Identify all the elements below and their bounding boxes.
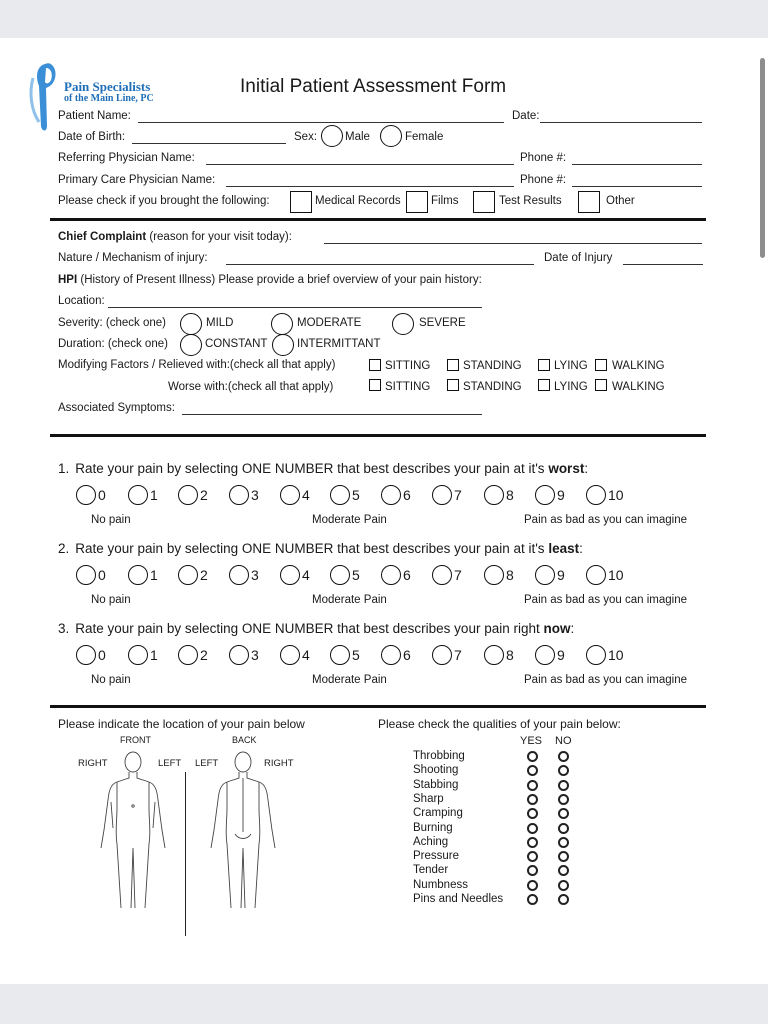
radio-circle[interactable] (330, 565, 350, 585)
radio-circle[interactable] (229, 485, 249, 505)
quality-yes-radio[interactable] (527, 880, 538, 891)
pain-q1-option-7[interactable] (432, 484, 480, 506)
quality-label: Pins and Needles (413, 893, 504, 905)
option-number: 0 (98, 487, 106, 503)
relieved-label: Modifying Factors / Relieved with:(check all that apply) (58, 359, 336, 371)
option-number: 5 (352, 487, 360, 503)
section-divider-3 (50, 705, 706, 708)
quality-yes-radio[interactable] (527, 851, 538, 862)
constant-label: CONSTANT (205, 338, 268, 350)
pain-q1-option-5[interactable] (330, 484, 378, 506)
radio-circle[interactable] (178, 645, 198, 665)
medical-records-label: Medical Records (315, 195, 401, 207)
scale-label-high: Pain as bad as you can imagine (524, 674, 688, 686)
referring-physician-field[interactable] (206, 164, 514, 165)
option-number: 1 (150, 487, 158, 503)
radio-circle[interactable] (381, 485, 401, 505)
scale-label-high: Pain as bad as you can imagine (524, 594, 688, 606)
quality-label: Stabbing (413, 778, 459, 791)
option-number: 2 (200, 487, 208, 503)
option-number: 3 (251, 567, 259, 583)
constant-radio[interactable] (180, 334, 202, 356)
quality-yes-radio[interactable] (527, 780, 538, 791)
radio-circle[interactable] (330, 485, 350, 505)
dob-field[interactable] (132, 143, 286, 144)
pain-q3-option-6[interactable] (381, 644, 429, 666)
pain-question-3: 3. Rate your pain by selecting ONE NUMBER that best describes your pain right now: (58, 621, 575, 636)
option-number: 7 (454, 487, 462, 503)
films-label: Films (431, 195, 459, 207)
location-field[interactable] (108, 307, 482, 308)
pain-q1-option-10[interactable] (586, 484, 634, 506)
other-label: Other (606, 195, 635, 207)
qualities-title: Please check the qualities of your pain below: (378, 717, 621, 731)
scale-label-low: No pain (91, 674, 131, 686)
quality-row (413, 750, 573, 764)
female-label: Female (405, 131, 444, 143)
radio-circle[interactable] (535, 485, 555, 505)
quality-label: Throbbing (413, 750, 465, 762)
option-number: 10 (608, 647, 624, 663)
radio-circle[interactable] (128, 645, 148, 665)
option-number: 6 (403, 647, 411, 663)
associated-symptoms-label: Associated Symptoms: (58, 402, 175, 414)
quality-row (413, 893, 573, 907)
quality-label: Numbness (413, 878, 468, 891)
associated-symptoms-field[interactable] (182, 414, 482, 415)
pain-q1-option-0[interactable] (76, 484, 124, 506)
option-number: 1 (150, 567, 158, 583)
quality-row (413, 879, 573, 893)
patient-name-field[interactable] (138, 122, 504, 123)
radio-circle[interactable] (381, 645, 401, 665)
female-radio[interactable] (380, 125, 402, 147)
body-front-figure[interactable] (95, 748, 171, 916)
scale-label-mid: Moderate Pain (312, 674, 387, 686)
severe-label: SEVERE (419, 317, 466, 329)
mild-radio[interactable] (180, 313, 202, 335)
logo-line2: of the Main Line, PC (64, 93, 154, 104)
radio-circle[interactable] (484, 565, 504, 585)
scale-label-mid: Moderate Pain (312, 594, 387, 606)
worse-walking-label: WALKING (612, 381, 665, 393)
quality-row (413, 850, 573, 864)
radio-circle[interactable] (586, 485, 606, 505)
relieved-walking-label: WALKING (612, 360, 665, 372)
quality-no-radio[interactable] (558, 837, 569, 848)
radio-circle[interactable] (128, 565, 148, 585)
pain-q2-option-4[interactable] (280, 564, 328, 586)
phone1-label: Phone #: (520, 152, 567, 164)
radio-circle[interactable] (432, 565, 452, 585)
scale-label-mid: Moderate Pain (312, 514, 387, 526)
quality-yes-radio[interactable] (527, 751, 538, 762)
nature-field[interactable] (226, 264, 534, 265)
quality-label: Tender (413, 864, 449, 877)
option-number: 4 (302, 487, 310, 503)
radio-circle[interactable] (76, 565, 96, 585)
radio-circle[interactable] (535, 565, 555, 585)
relieved-lying-checkbox[interactable] (538, 359, 550, 371)
phone2-label: Phone #: (520, 174, 567, 186)
front-label: FRONT (120, 735, 151, 745)
phone2-field[interactable] (572, 186, 702, 187)
pain-q3-option-1[interactable] (128, 644, 176, 666)
option-number: 10 (608, 567, 624, 583)
quality-yes-radio[interactable] (527, 794, 538, 805)
pain-q3-option-8[interactable] (484, 644, 532, 666)
quality-label: Shooting (413, 764, 459, 777)
pain-q2-option-0[interactable] (76, 564, 124, 586)
quality-no-radio[interactable] (558, 851, 569, 862)
pain-q1-option-8[interactable] (484, 484, 532, 506)
radio-circle[interactable] (76, 645, 96, 665)
radio-circle[interactable] (586, 565, 606, 585)
pain-q2-option-2[interactable] (178, 564, 226, 586)
worse-label: Worse with:(check all that apply) (168, 381, 334, 393)
relieved-standing-label: STANDING (463, 360, 522, 372)
nature-label: Nature / Mechanism of injury: (58, 252, 208, 264)
section-divider-2 (50, 434, 706, 437)
moderate-radio[interactable] (271, 313, 293, 335)
test-results-label: Test Results (499, 195, 562, 207)
pain-q2-option-3[interactable] (229, 564, 277, 586)
pain-q2-option-7[interactable] (432, 564, 480, 586)
pain-q1-option-4[interactable] (280, 484, 328, 506)
pain-q1-option-2[interactable] (178, 484, 226, 506)
pain-q2-option-6[interactable] (381, 564, 429, 586)
option-number: 9 (557, 567, 565, 583)
pain-q1-option-1[interactable] (128, 484, 176, 506)
option-number: 1 (150, 647, 158, 663)
pcp-field[interactable] (226, 186, 514, 187)
radio-circle[interactable] (280, 645, 300, 665)
option-number: 5 (352, 647, 360, 663)
date-of-injury-label: Date of Injury (544, 252, 613, 264)
brought-label: Please check if you brought the following: (58, 195, 270, 207)
yes-header: YES (520, 735, 543, 747)
pain-q2-option-9[interactable] (535, 564, 583, 586)
pain-q3-option-10[interactable] (586, 644, 634, 666)
quality-no-radio[interactable] (558, 808, 569, 819)
option-number: 7 (454, 567, 462, 583)
medical-records-checkbox[interactable] (290, 191, 312, 213)
location-label: Location: (58, 295, 105, 307)
hpi-label: HPI (History of Present Illness) Please provide a brief overview of your pain history: (58, 274, 482, 286)
pain-q3-option-4[interactable] (280, 644, 328, 666)
worse-lying-label: LYING (554, 381, 588, 393)
front-left-label: LEFT (158, 758, 182, 769)
option-number: 8 (506, 487, 514, 503)
relieved-lying-label: LYING (554, 360, 588, 372)
radio-circle[interactable] (381, 565, 401, 585)
quality-row (413, 779, 573, 793)
male-label: Male (345, 131, 370, 143)
radio-circle[interactable] (586, 645, 606, 665)
worse-sitting-label: SITTING (385, 381, 431, 393)
date-field[interactable] (540, 122, 702, 123)
referring-physician-label: Referring Physician Name: (58, 152, 195, 164)
radio-circle[interactable] (484, 645, 504, 665)
radio-circle[interactable] (432, 645, 452, 665)
test-results-checkbox[interactable] (473, 191, 495, 213)
scale-label-high: Pain as bad as you can imagine (524, 514, 688, 526)
body-back-figure[interactable] (205, 748, 281, 916)
relieved-sitting-label: SITTING (385, 360, 431, 372)
pain-q3-option-5[interactable] (330, 644, 378, 666)
option-number: 2 (200, 647, 208, 663)
quality-no-radio[interactable] (558, 794, 569, 805)
quality-label: Sharp (413, 792, 444, 805)
quality-label: Pressure (413, 850, 460, 863)
quality-no-radio[interactable] (558, 780, 569, 791)
option-number: 6 (403, 567, 411, 583)
pain-q3-option-2[interactable] (178, 644, 226, 666)
back-right-label: RIGHT (264, 758, 294, 769)
option-number: 8 (506, 567, 514, 583)
pain-question-2: 2. Rate your pain by selecting ONE NUMBER that best describes your pain at it's least: (58, 541, 583, 556)
radio-circle[interactable] (535, 645, 555, 665)
severe-radio[interactable] (392, 313, 414, 335)
pain-q2-option-10[interactable] (586, 564, 634, 586)
quality-no-radio[interactable] (558, 765, 569, 776)
form-title: Initial Patient Assessment Form (240, 76, 507, 97)
quality-no-radio[interactable] (558, 751, 569, 762)
pain-q2-option-5[interactable] (330, 564, 378, 586)
radio-circle[interactable] (330, 645, 350, 665)
intermittant-label: INTERMITTANT (297, 338, 381, 350)
body-map-title: Please indicate the location of your pain below (58, 717, 305, 731)
quality-yes-radio[interactable] (527, 823, 538, 834)
pain-question-1: 1. Rate your pain by selecting ONE NUMBER that best describes your pain at it's worst: (58, 461, 589, 476)
pain-q3-option-9[interactable] (535, 644, 583, 666)
worse-sitting-checkbox[interactable] (369, 379, 381, 391)
option-number: 8 (506, 647, 514, 663)
logo-icon (27, 56, 63, 134)
radio-circle[interactable] (229, 645, 249, 665)
quality-no-radio[interactable] (558, 880, 569, 891)
pain-q2-option-8[interactable] (484, 564, 532, 586)
relieved-walking-checkbox[interactable] (595, 359, 607, 371)
quality-label: Burning (413, 821, 453, 834)
quality-row (413, 864, 573, 878)
phone1-field[interactable] (572, 164, 702, 165)
mild-label: MILD (206, 317, 234, 329)
quality-label: Aching (413, 835, 449, 848)
male-radio[interactable] (321, 125, 343, 147)
front-right-label: RIGHT (78, 758, 108, 769)
pain-q1-option-9[interactable] (535, 484, 583, 506)
relieved-sitting-checkbox[interactable] (369, 359, 381, 371)
intermittant-radio[interactable] (272, 334, 294, 356)
radio-circle[interactable] (178, 485, 198, 505)
radio-circle[interactable] (229, 565, 249, 585)
back-left-label: LEFT (195, 758, 219, 769)
quality-row (413, 822, 573, 836)
pain-q3-option-0[interactable] (76, 644, 124, 666)
option-number: 3 (251, 487, 259, 503)
date-label: Date: (512, 110, 540, 122)
quality-no-radio[interactable] (558, 894, 569, 905)
radio-circle[interactable] (178, 565, 198, 585)
quality-row (413, 807, 573, 821)
quality-no-radio[interactable] (558, 823, 569, 834)
worse-standing-label: STANDING (463, 381, 522, 393)
radio-circle[interactable] (280, 565, 300, 585)
option-number: 0 (98, 647, 106, 663)
moderate-label: MODERATE (297, 317, 362, 329)
no-header: NO (555, 735, 572, 747)
option-number: 7 (454, 647, 462, 663)
other-checkbox[interactable] (578, 191, 600, 213)
worse-walking-checkbox[interactable] (595, 379, 607, 391)
back-label: BACK (232, 735, 257, 745)
option-number: 2 (200, 567, 208, 583)
quality-yes-radio[interactable] (527, 894, 538, 905)
quality-yes-radio[interactable] (527, 865, 538, 876)
option-number: 9 (557, 487, 565, 503)
radio-circle[interactable] (76, 485, 96, 505)
scrollbar[interactable] (760, 58, 765, 258)
chief-complaint-field[interactable] (324, 243, 702, 244)
patient-name-label: Patient Name: (58, 110, 131, 122)
section-divider-1 (50, 218, 706, 221)
date-of-injury-field[interactable] (623, 264, 703, 265)
chief-complaint-label: Chief Complaint (reason for your visit today): (58, 231, 292, 243)
quality-yes-radio[interactable] (527, 808, 538, 819)
pain-q3-option-7[interactable] (432, 644, 480, 666)
pcp-label: Primary Care Physician Name: (58, 174, 216, 186)
worse-standing-checkbox[interactable] (447, 379, 459, 391)
sex-label: Sex: (294, 131, 318, 143)
scale-label-low: No pain (91, 514, 131, 526)
option-number: 6 (403, 487, 411, 503)
severity-label: Severity: (check one) (58, 317, 167, 329)
quality-row (413, 836, 573, 850)
logo-line1: Pain Specialists (64, 79, 151, 94)
quality-no-radio[interactable] (558, 865, 569, 876)
quality-label: Cramping (413, 807, 463, 820)
radio-circle[interactable] (432, 485, 452, 505)
quality-yes-radio[interactable] (527, 837, 538, 848)
pain-q3-option-3[interactable] (229, 644, 277, 666)
radio-circle[interactable] (280, 485, 300, 505)
relieved-standing-checkbox[interactable] (447, 359, 459, 371)
body-map-divider (185, 772, 186, 936)
option-number: 4 (302, 647, 310, 663)
worse-lying-checkbox[interactable] (538, 379, 550, 391)
option-number: 0 (98, 567, 106, 583)
quality-yes-radio[interactable] (527, 765, 538, 776)
option-number: 3 (251, 647, 259, 663)
pain-q1-option-6[interactable] (381, 484, 429, 506)
option-number: 5 (352, 567, 360, 583)
scale-label-low: No pain (91, 594, 131, 606)
pain-q2-option-1[interactable] (128, 564, 176, 586)
option-number: 10 (608, 487, 624, 503)
radio-circle[interactable] (128, 485, 148, 505)
quality-row (413, 764, 573, 778)
radio-circle[interactable] (484, 485, 504, 505)
films-checkbox[interactable] (406, 191, 428, 213)
option-number: 9 (557, 647, 565, 663)
option-number: 4 (302, 567, 310, 583)
pain-q1-option-3[interactable] (229, 484, 277, 506)
duration-label: Duration: (check one) (58, 338, 168, 350)
dob-label: Date of Birth: (58, 131, 126, 143)
quality-row (413, 793, 573, 807)
